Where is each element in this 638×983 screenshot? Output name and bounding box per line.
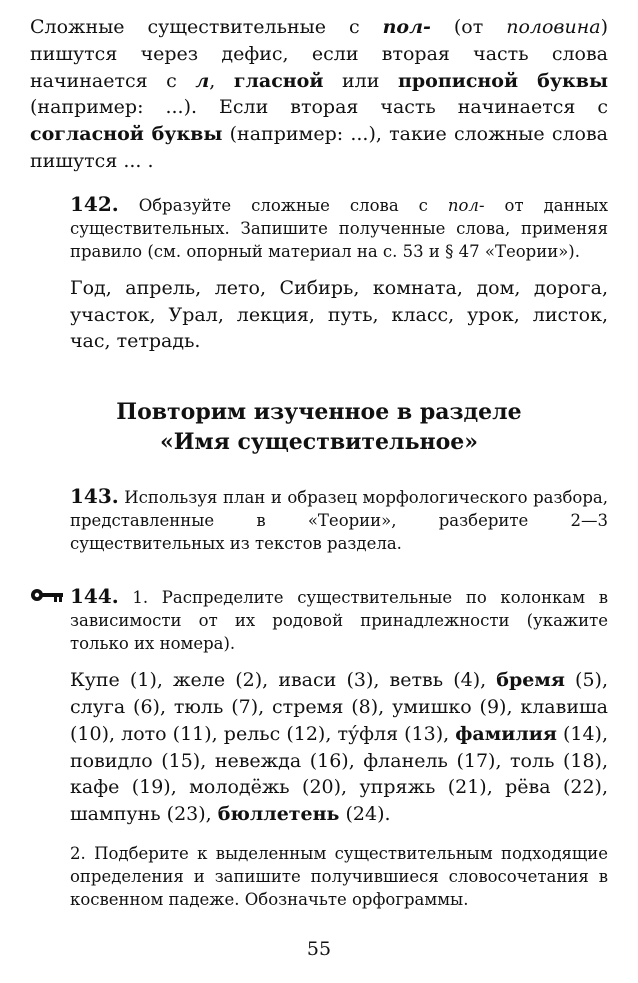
section-heading-line1: Повторим изученное в разделе bbox=[116, 399, 522, 426]
rule-text: (от bbox=[430, 16, 507, 38]
exercise-142-task bbox=[70, 193, 608, 263]
exercise-text: 1. Распределите существительные по колонкам в зависимости от их родовой принадлежности (укажите только их номера). bbox=[70, 588, 608, 654]
section-heading bbox=[30, 397, 608, 457]
exercise-number: 144. bbox=[70, 584, 119, 609]
highlighted-word: бремя bbox=[496, 669, 565, 692]
page-number: 55 bbox=[306, 938, 332, 960]
rule-text: ) пишутся через дефис, если вторая часть слова начинается с bbox=[30, 16, 608, 92]
word-list-text: Купе (1), желе (2), иваси (3), ветвь (4), bbox=[70, 669, 497, 692]
exercise-144 bbox=[30, 585, 608, 911]
exercise-142-words: Год, апрель, лето, Сибирь, комната, дом, дорога, участок, Урал, лекция, путь, класс, урок, листок, час, тетрадь. bbox=[70, 276, 608, 353]
rule-text: (например: ...). Если вторая часть начинается с bbox=[30, 96, 608, 119]
page bbox=[30, 10, 608, 911]
exercise-143-task bbox=[70, 485, 608, 555]
rule-text: Сложные существительные с bbox=[30, 16, 383, 38]
word-list-text: (14), повидло (15), невежда (16), фланель (17), толь (18), кафе (19), молодёжь (20), упряжь (21), рёва (22), шампунь (23), bbox=[70, 722, 608, 826]
highlighted-word: бюллетень bbox=[217, 803, 340, 826]
exercise-text: Образуйте сложные слова с bbox=[118, 195, 448, 215]
exercise-144-task2: 2. Подберите к выделенным существительным подходящие определения и запишите получившиеся словосочетания в косвенном падеже. Обозначьте орфограммы. bbox=[70, 843, 608, 909]
rule-text: (например: ...), такие сложные слова пишутся ... . bbox=[30, 123, 608, 172]
exercise-number: 142. bbox=[70, 191, 119, 216]
rule-text: или bbox=[323, 69, 398, 92]
exercise-text: от данных существительных. Запишите полученные слова, применяя правило (см. опорный материал на с. 53 и § 47 «Теории»). bbox=[70, 195, 608, 261]
exercise-number: 143. bbox=[70, 484, 119, 509]
rule-term: согласной буквы bbox=[30, 123, 223, 146]
rule-term: прописной буквы bbox=[397, 69, 608, 92]
rule-text: , bbox=[209, 69, 234, 92]
exercise-prefix: пол- bbox=[447, 195, 485, 215]
exercise-144-words bbox=[70, 667, 608, 828]
exercise-144-task1 bbox=[70, 585, 608, 655]
rule-example-word: половина bbox=[506, 16, 601, 38]
rule-term: гласной bbox=[233, 69, 324, 92]
key-icon bbox=[30, 587, 64, 607]
word-list-text: (24). bbox=[339, 803, 391, 826]
rule-letter: л bbox=[195, 69, 210, 92]
word-list-text: (5), слуга (6), тюль (7), стремя (8), умишко (9), клавиша (10), лото (11), рельс (12), ту́фля (13), bbox=[70, 669, 608, 745]
highlighted-word: фамилия bbox=[455, 722, 557, 745]
rule-paragraph bbox=[30, 14, 608, 175]
section-heading-line2: «Имя существительное» bbox=[159, 429, 479, 456]
rule-prefix: пол- bbox=[382, 16, 431, 38]
exercise-143 bbox=[70, 485, 608, 555]
exercise-142 bbox=[70, 193, 608, 263]
exercise-text: Используя план и образец морфологического разбора, представленные в «Теории», разберите 2—3 существительных из текстов раздела. bbox=[70, 488, 608, 554]
